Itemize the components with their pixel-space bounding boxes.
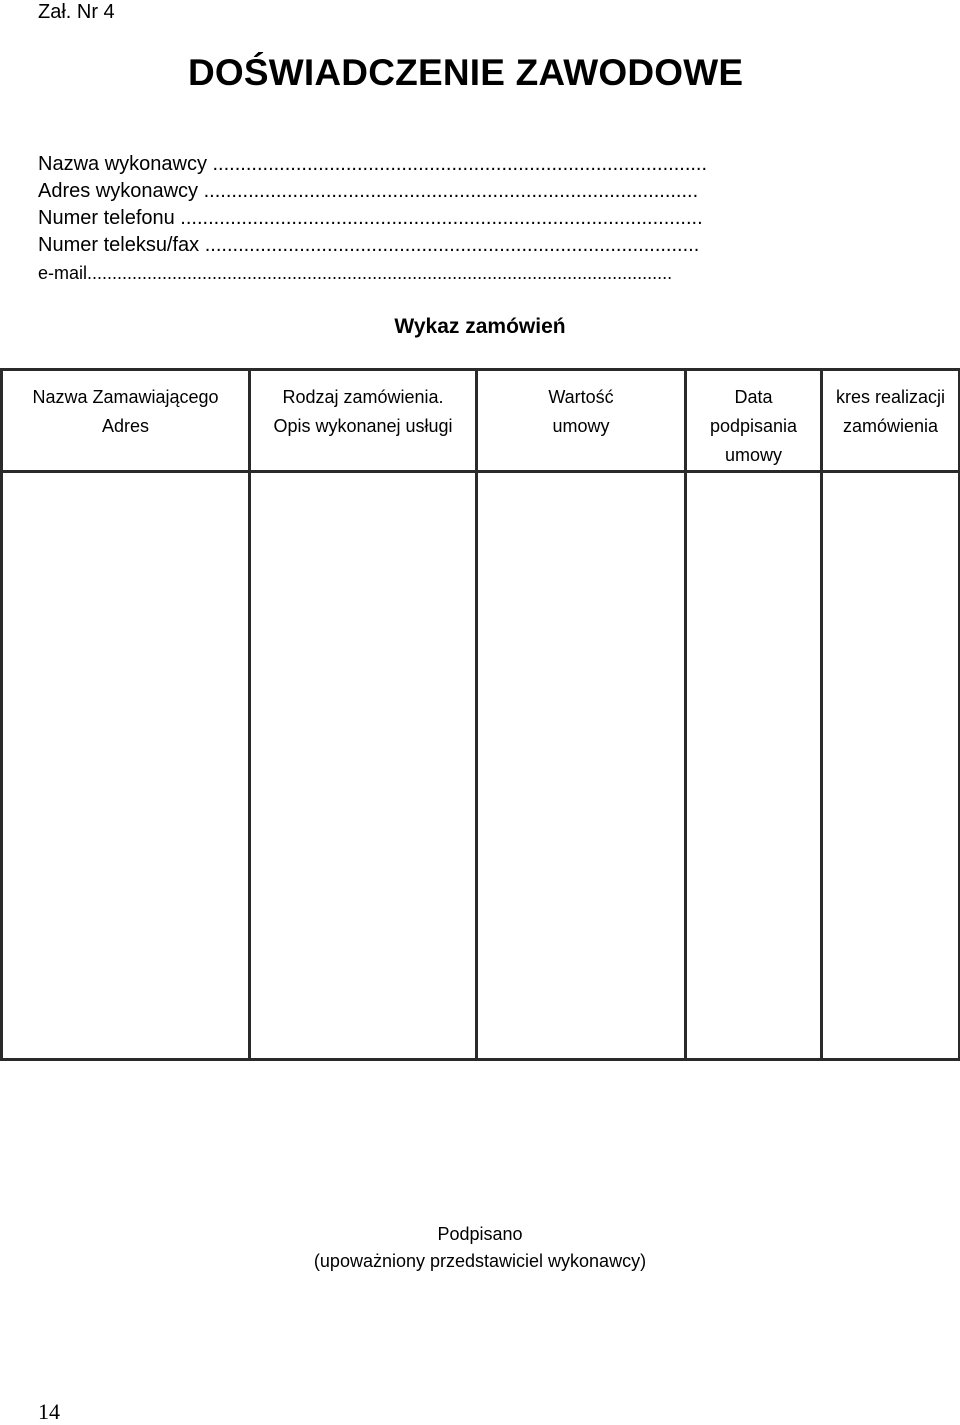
telex-fax-field: Numer teleksu/fax ......................................................................................... xyxy=(38,234,700,256)
table-cell[interactable] xyxy=(250,472,477,1060)
header-client-name-address xyxy=(2,370,250,472)
table-header-row xyxy=(2,370,960,472)
page-title: DOŚWIADCZENIE ZAWODOWE xyxy=(188,52,744,93)
header-signing-date xyxy=(686,370,822,472)
header-line: Wartość xyxy=(548,387,614,407)
attachment-label: Zał. Nr 4 xyxy=(38,1,115,23)
table-cell[interactable] xyxy=(686,472,822,1060)
table-cell[interactable] xyxy=(822,472,960,1060)
table-row xyxy=(2,472,960,1060)
header-line: Opis wykonanej usługi xyxy=(273,416,453,436)
orders-table-container xyxy=(0,368,958,1053)
header-contract-value xyxy=(477,370,686,472)
contractor-name-field: Nazwa wykonawcy ......................................................................................... xyxy=(38,153,708,175)
signature-label: Podpisano xyxy=(437,1224,523,1244)
header-line: umowy xyxy=(724,445,782,465)
orders-table xyxy=(0,368,960,1061)
header-line: Data xyxy=(734,387,773,407)
header-completion-period xyxy=(822,370,960,472)
header-line: Rodzaj zamówienia. xyxy=(282,387,444,407)
header-line: kres realizacji xyxy=(835,387,946,407)
header-line: Adres xyxy=(101,416,150,436)
contractor-address-field: Adres wykonawcy ......................................................................................... xyxy=(38,180,699,202)
header-line: podpisania xyxy=(709,416,798,436)
header-line: umowy xyxy=(552,416,610,436)
email-field: e-mail..................................................................................................................... xyxy=(38,263,673,283)
header-order-type-description xyxy=(250,370,477,472)
orders-list-title: Wykaz zamówień xyxy=(394,315,566,338)
signature-block xyxy=(0,1221,960,1275)
table-cell[interactable] xyxy=(477,472,686,1060)
header-line: zamówienia xyxy=(842,416,939,436)
page-number: 14 xyxy=(38,1399,60,1424)
table-cell[interactable] xyxy=(2,472,250,1060)
signature-role: (upoważniony przedstawiciel wykonawcy) xyxy=(313,1251,647,1271)
phone-number-field: Numer telefonu .............................................................................................. xyxy=(38,207,703,229)
header-line: Nazwa Zamawiającego xyxy=(32,387,219,407)
